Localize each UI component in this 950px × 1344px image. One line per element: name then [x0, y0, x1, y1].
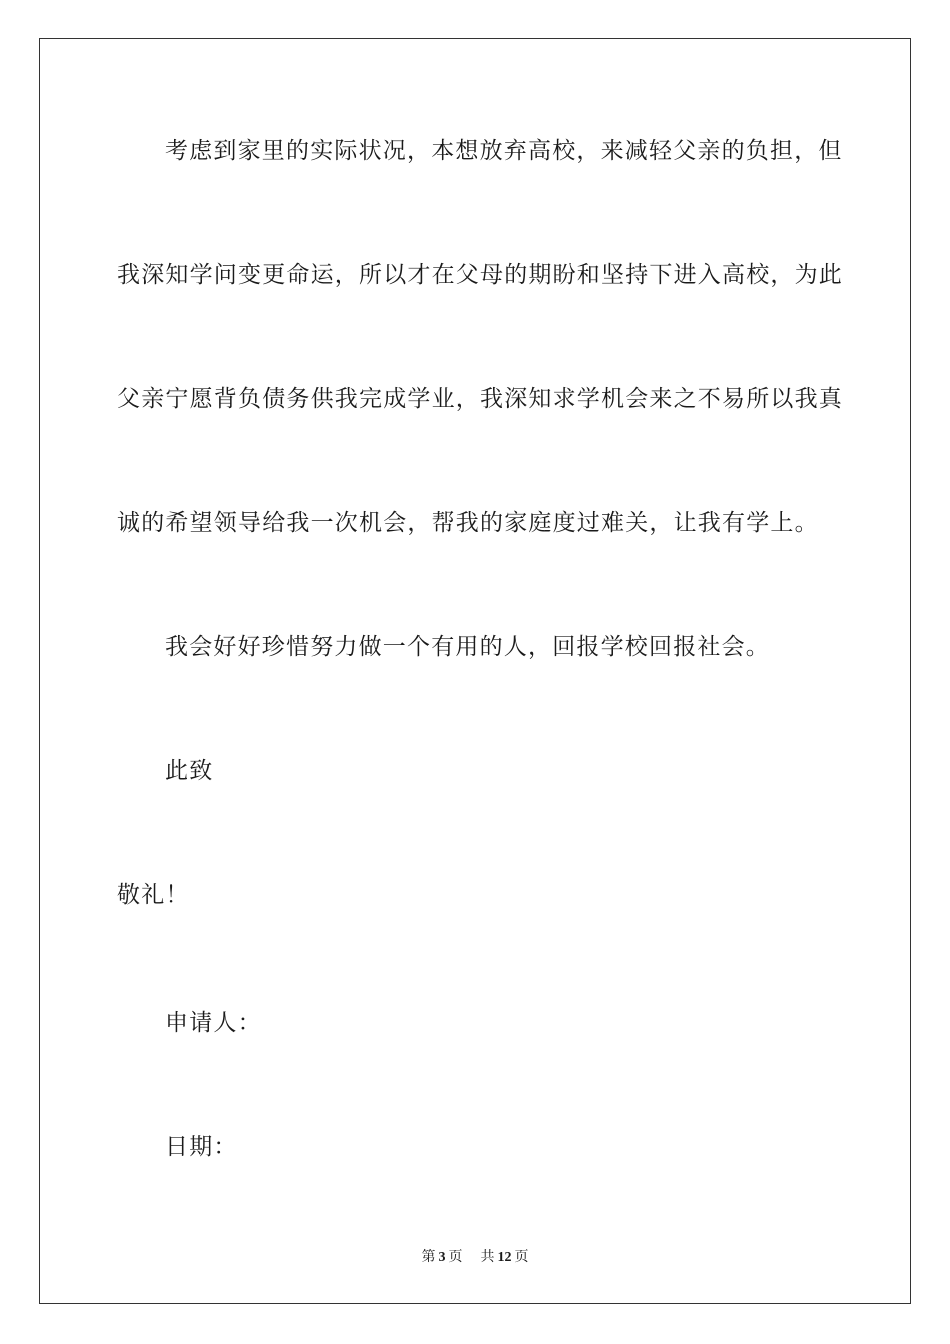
applicant-label: 申请人： [165, 1010, 262, 1036]
paragraph-line: 考虑到家里的实际状况，本想放弃高校，来减轻父亲的负担，但 [165, 138, 843, 164]
paragraph-line: 我深知学问变更命运，所以才在父母的期盼和坚持下进入高校，为此 [117, 262, 843, 288]
paragraph-line: 父亲宁愿背负债务供我完成学业，我深知求学机会来之不易所以我真 [117, 386, 843, 412]
page-total: 12 [497, 1250, 512, 1265]
page-prefix: 第 [421, 1249, 436, 1265]
total-suffix: 页 [514, 1249, 529, 1265]
salutation: 敬礼！ [117, 882, 190, 908]
page-current: 3 [438, 1250, 446, 1265]
paragraph-line: 我会好好珍惜努力做一个有用的人，回报学校回报社会。 [165, 634, 770, 660]
date-label: 日期： [165, 1134, 238, 1160]
total-prefix: 共 [480, 1249, 495, 1265]
page-suffix: 页 [448, 1249, 463, 1265]
closing-phrase: 此致 [165, 758, 214, 784]
paragraph-line: 诚的希望领导给我一次机会，帮我的家庭度过难关，让我有学上。 [117, 510, 819, 536]
page-footer [0, 1248, 950, 1267]
page-border [39, 38, 911, 1304]
